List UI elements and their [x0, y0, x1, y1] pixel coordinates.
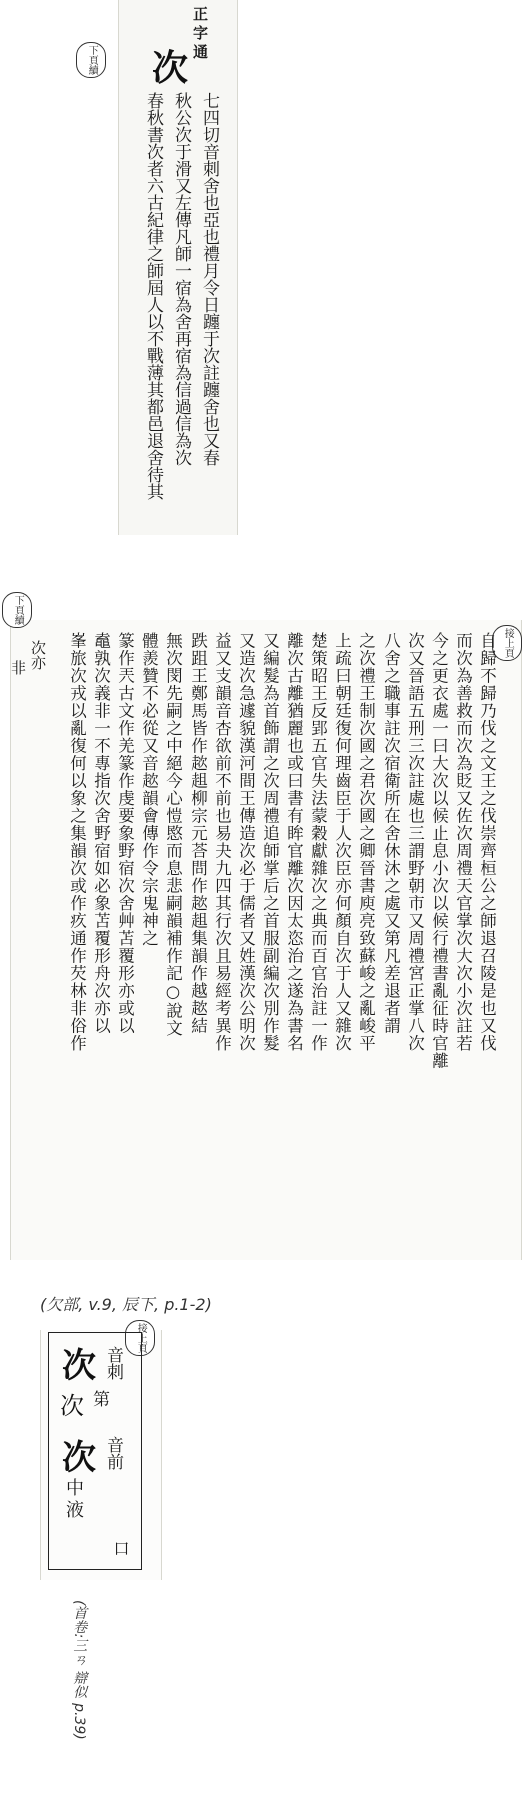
- page2-column-14: 無次閔先嗣之中絕今心愷愍而息悲嗣韻補作記○說文: [163, 632, 183, 1037]
- page2-column-4: 次又晉語五刑三次註處也三謂野朝市又周禮宮正掌八次: [405, 632, 425, 1052]
- page2-column-2: 而次為善救而次為貶又佐次周禮天官掌次大次小次註若: [453, 632, 473, 1052]
- page2-tail-column-1: 次亦: [29, 640, 47, 670]
- page3-note-1: 音刺: [103, 1346, 123, 1380]
- page2-column-11: 又造次急遽貌漢河間王傳造次必于儒者又姓漢次公明次: [236, 632, 256, 1052]
- page2-column-9: 離次古離猶麗也或曰書有眸官離次因太恣治之遂為書名: [284, 632, 304, 1052]
- page2-continued-seal: 下頁續: [2, 592, 32, 628]
- page1-column-1: 七四切音刺舍也亞也禮月令日躔于次註躔舍也又春: [199, 92, 219, 466]
- page3-big-char-2: 次: [60, 1392, 84, 1420]
- page2-citation: (欠部, v.9, 辰下, p.1-2): [40, 1295, 212, 1314]
- page1-head-char: 次: [152, 47, 189, 89]
- page2-column-6: 之次禮王制次國之君次國之卿晉書庾亮致蘇峻之亂峻平: [356, 632, 376, 1052]
- page3-note-2: 第: [89, 1390, 109, 1407]
- page2-column-10: 又編髮為首飾謂之次周禮追師掌后之首服副編次別作髮: [260, 632, 280, 1052]
- page1-header: 正字通: [191, 6, 209, 63]
- page3-note-4: 中液: [63, 1478, 84, 1522]
- page3-continued-from-seal: 接上頁: [125, 1320, 155, 1356]
- page1-column-3: 春秋書次者六古紀律之師屆人以不戰薄其都邑退舍待其: [143, 92, 163, 500]
- page2-column-12: 益又支韻音杏欲前不前也易夬九四其行次且易經考異作: [212, 632, 232, 1052]
- page2-tail-column-2: 非: [9, 660, 27, 675]
- continued-next-seal: 下頁續: [76, 42, 106, 78]
- page2-column-5: 八舍之職事註次宿衛所在舍休沐之處又第凡差退者謂: [381, 632, 401, 1035]
- page2-column-1: 自歸不歸乃伐之文王之伐崇齊桓公之師退召陵是也又伐: [477, 632, 497, 1052]
- page2-column-8: 楚策昭王反郢五官失法蒙穀獻雜次之典而百官治註一作: [308, 632, 328, 1052]
- page3-big-char-3: 次: [62, 1438, 96, 1478]
- page3-citation: (首卷:三ㄢ 辯似 p.39): [71, 1600, 88, 1740]
- page2-column-16: 篆作兲古文作羌篆作虔要象野宿次舍艸苫覆形亦或以: [115, 632, 135, 1035]
- page2-column-7: 上疏曰朝廷復何理齒臣于人次臣亦何顏自次于人又雜次: [332, 632, 352, 1052]
- page3-big-char-1: 次: [62, 1346, 96, 1386]
- page2-column-3: 今之更衣處一曰大次以候止息小次以候行禮書亂征時官離: [429, 632, 449, 1070]
- page2-column-15: 體羨贊不必從又音趑韻會傳作令宗鬼神之: [139, 632, 159, 947]
- page3-extra-mark: 口: [111, 1540, 130, 1556]
- page1-column-2: 秋公次于滑又左傳凡師一宿為舍再宿為信過信為次: [171, 92, 191, 466]
- page2-column-17: 鼁孰次義非一不專指次舍野宿如必象苫覆形舟次亦以: [91, 632, 111, 1035]
- page2-column-18: 峯旅次戎以亂復何以象之集韻次或作疚通作芡林非俗作: [67, 632, 87, 1052]
- page2-continued-from-seal: 接上頁: [492, 625, 522, 661]
- page2-column-13: 跌跙王鄭馬皆作趑趄柳宗元荅問作趑趄集韻作越趑結: [188, 632, 208, 1035]
- page3-note-3: 音前: [103, 1436, 123, 1470]
